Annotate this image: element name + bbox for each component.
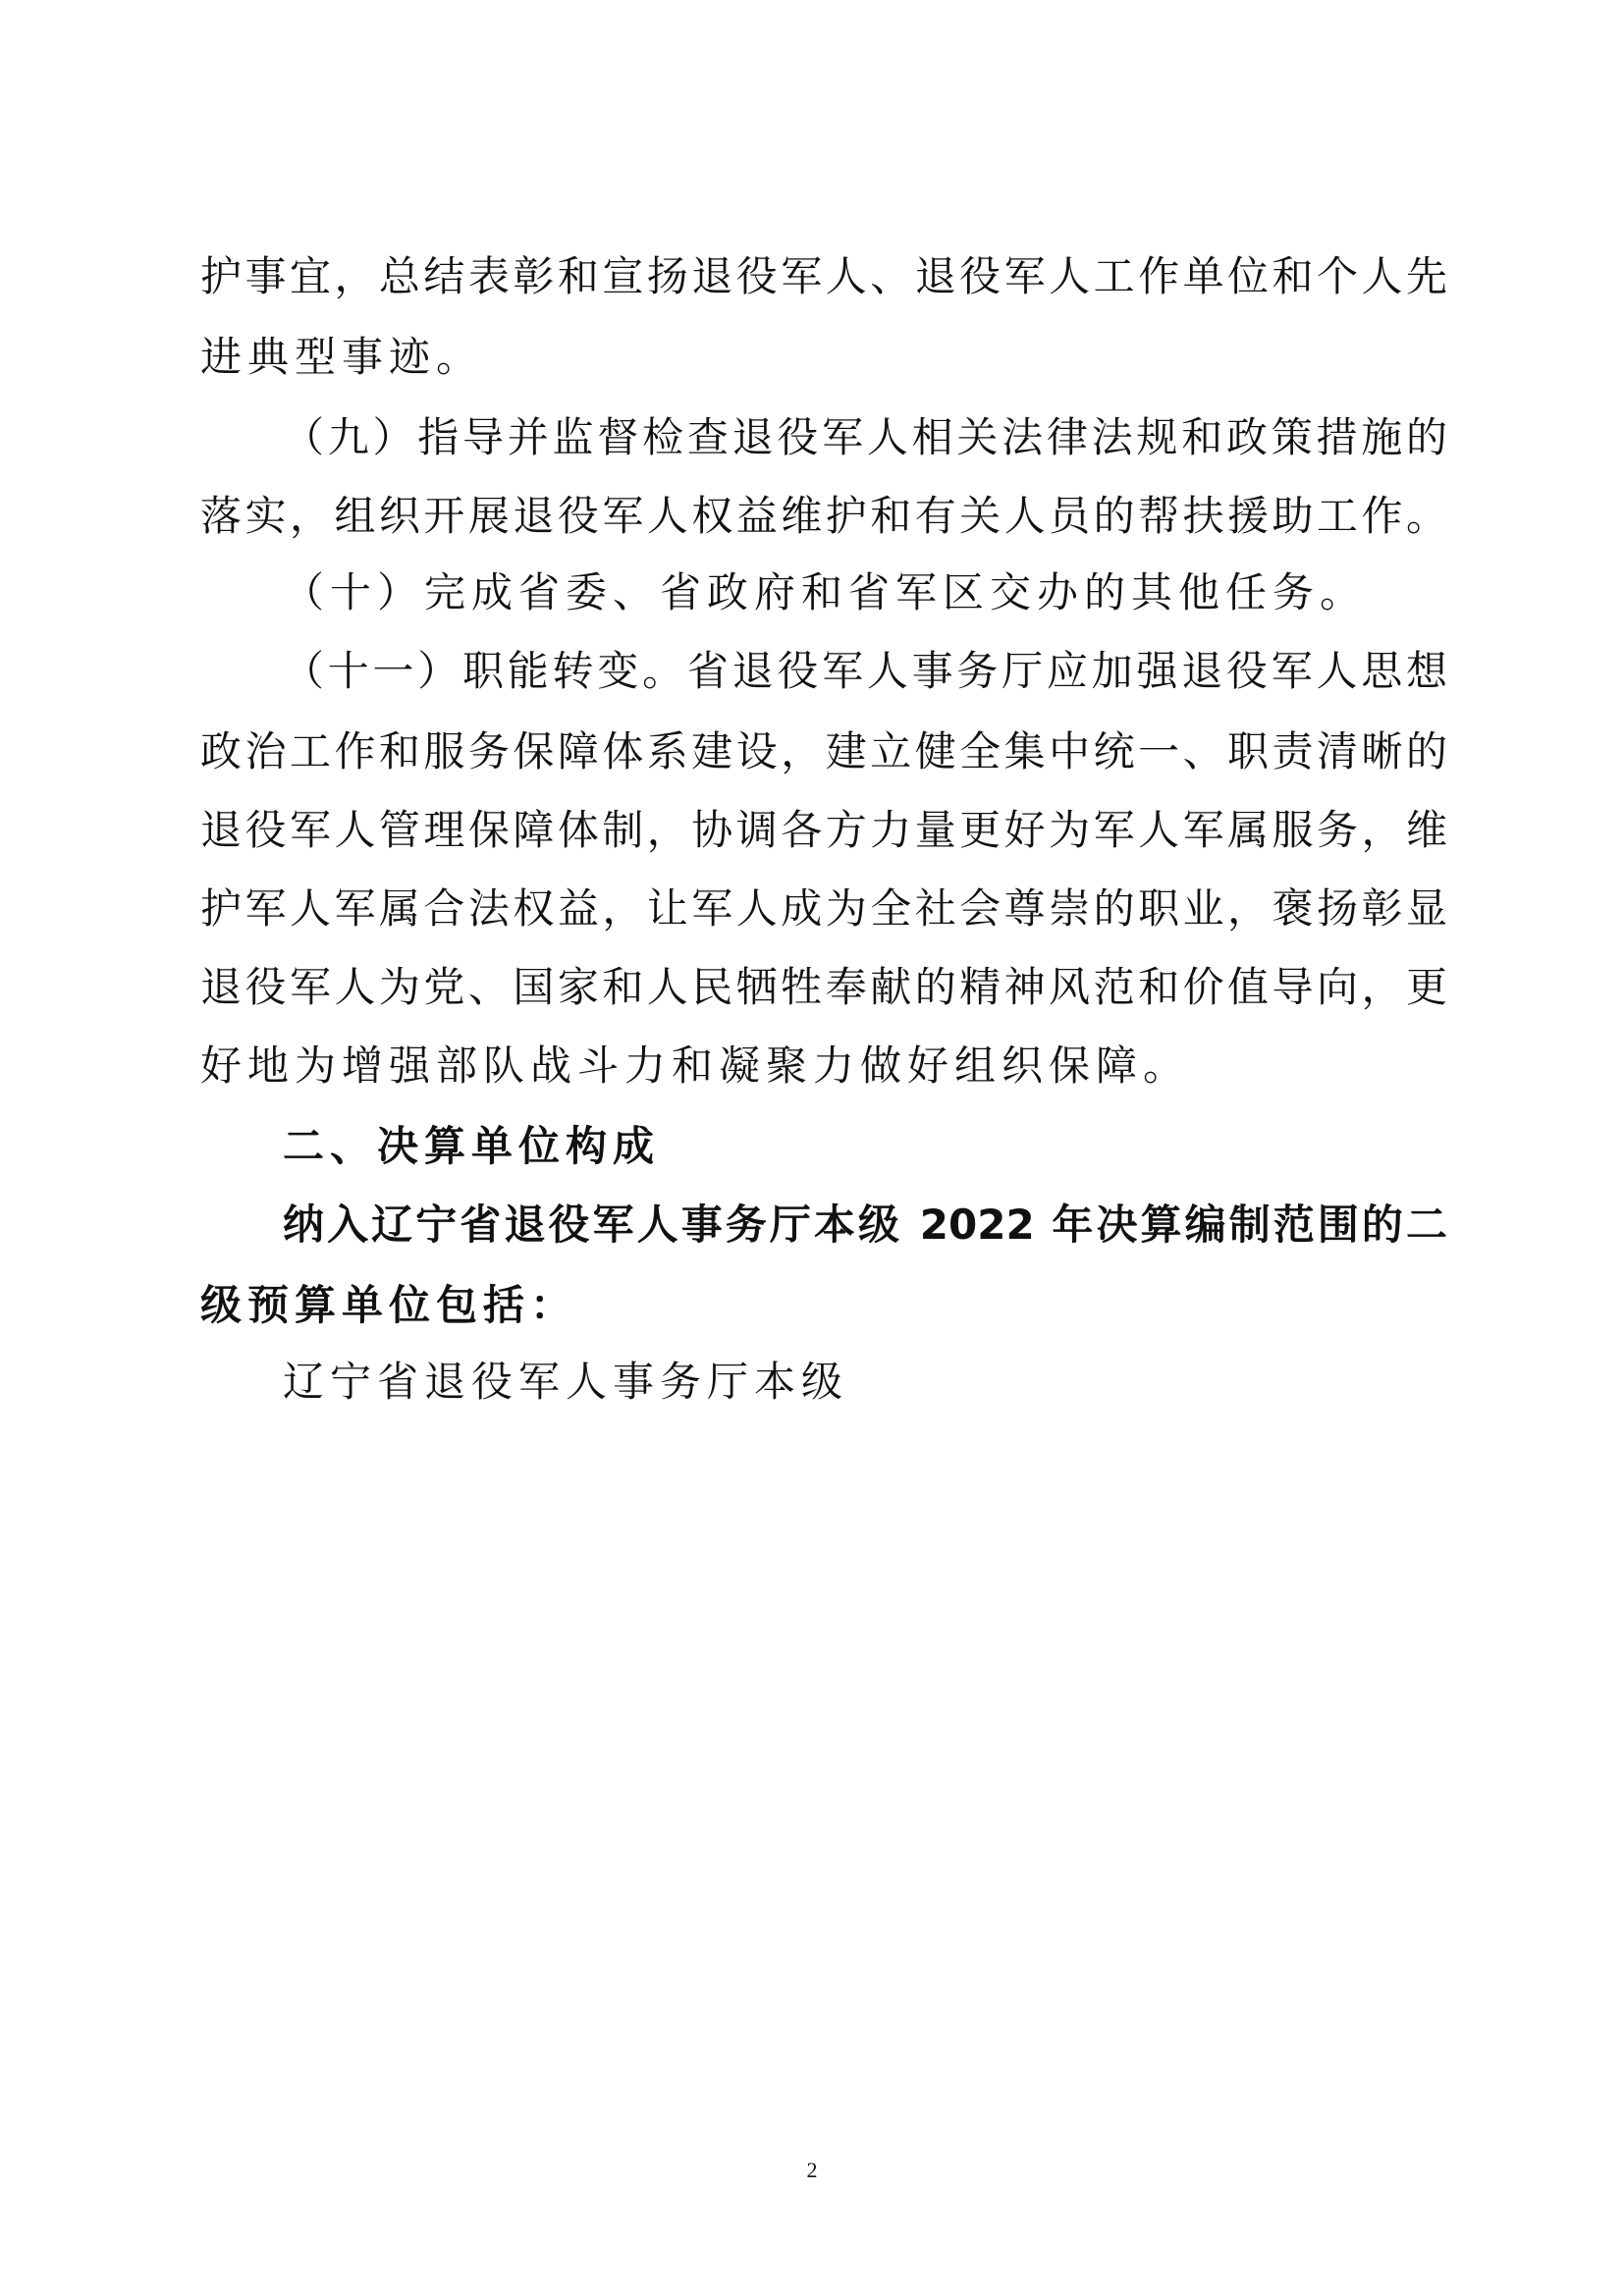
paragraph-line: 护事宜，总结表彰和宣扬退役军人、退役军人工作单位和个人先 xyxy=(200,252,1447,300)
paragraph-line: 退役军人为党、国家和人民牺牲奉献的精神风范和价值导向，更 xyxy=(200,963,1447,1011)
paragraph-line: 落实，组织开展退役军人权益维护和有关人员的帮扶援助工作。 xyxy=(200,492,1447,540)
paragraph-line: 政治工作和服务保障体系建设，建立健全集中统一、职责清晰的 xyxy=(200,727,1447,775)
paragraph-line: 好地为增强部队战斗力和凝聚力做好组织保障。 xyxy=(200,1041,1191,1090)
bold-paragraph-line: 级预算单位包括： xyxy=(200,1281,578,1329)
paragraph-line: 进典型事迹。 xyxy=(200,333,484,381)
bold-paragraph-line: 纳入辽宁省退役军人事务厅本级 2022 年决算编制范围的二 xyxy=(283,1201,1447,1249)
paragraph-line: 护军人军属合法权益，让军人成为全社会尊崇的职业，褒扬彰显 xyxy=(200,884,1447,933)
paragraph-line: 辽宁省退役军人事务厅本级 xyxy=(283,1358,849,1406)
paragraph-line: 退役军人管理保障体制，协调各方力量更好为军人军属服务，维 xyxy=(200,806,1447,854)
section-heading: 二、决算单位构成 xyxy=(283,1122,661,1170)
page-number: 2 xyxy=(806,2158,818,2182)
paragraph-line: （十）完成省委、省政府和省军区交办的其他任务。 xyxy=(283,568,1368,616)
paragraph-line: （九）指导并监督检查退役军人相关法律法规和政策措施的 xyxy=(283,413,1447,461)
paragraph-line: （十一）职能转变。省退役军人事务厅应加强退役军人思想 xyxy=(283,647,1447,695)
